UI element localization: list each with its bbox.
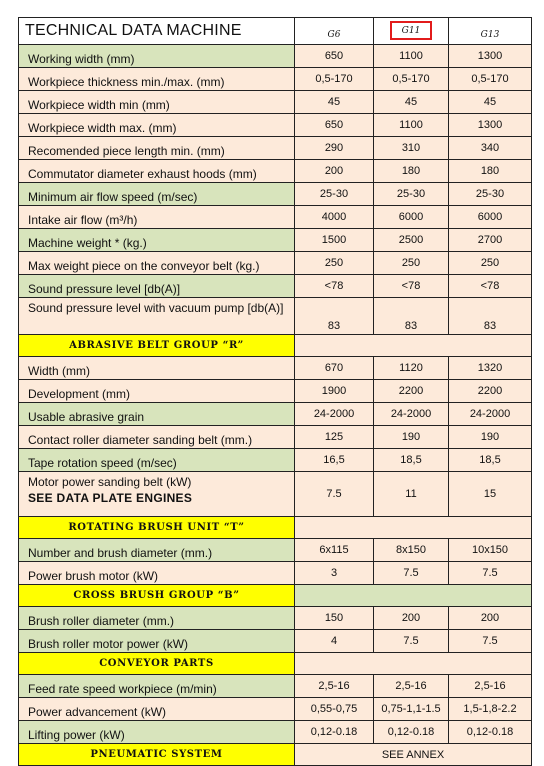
value-g6: 670 bbox=[295, 357, 374, 380]
value-g11: 11 bbox=[374, 472, 449, 517]
value-g11: 7.5 bbox=[374, 630, 449, 653]
table-row bbox=[19, 698, 532, 721]
row-label: Recomended piece length min. (mm) bbox=[19, 137, 295, 160]
row-label: Lifting power (kW) bbox=[19, 721, 295, 744]
section-row bbox=[19, 517, 532, 539]
row-label: Brush roller diameter (mm.) bbox=[19, 607, 295, 630]
section-fill bbox=[295, 335, 532, 357]
value-g11: 7.5 bbox=[374, 562, 449, 585]
value-g6: 4 bbox=[295, 630, 374, 653]
value-g11: 83 bbox=[374, 298, 449, 335]
value-g6: 2,5-16 bbox=[295, 675, 374, 698]
table-row bbox=[19, 357, 532, 380]
value-g6: 1500 bbox=[295, 229, 374, 252]
value-g6: 0,55-0,75 bbox=[295, 698, 374, 721]
value-g13: 1320 bbox=[449, 357, 532, 380]
table-row bbox=[19, 45, 532, 68]
row-label: Feed rate speed workpiece (m/min) bbox=[19, 675, 295, 698]
table-row bbox=[19, 160, 532, 183]
value-g6: <78 bbox=[295, 275, 374, 298]
value-g13: 10x150 bbox=[449, 539, 532, 562]
value-g11: 1100 bbox=[374, 45, 449, 68]
data-plate-note: SEE DATA PLATE ENGINES bbox=[28, 491, 193, 505]
value-g13: 1300 bbox=[449, 114, 532, 137]
section-title-abrasive: ABRASIVE BELT GROUP “R” bbox=[19, 335, 295, 357]
row-label: Sound pressure level [db(A)] bbox=[19, 275, 295, 298]
row-label: Sound pressure level with vacuum pump [db(A)] bbox=[19, 298, 295, 335]
table-row bbox=[19, 721, 532, 744]
value-g13: 2200 bbox=[449, 380, 532, 403]
value-g13: 2,5-16 bbox=[449, 675, 532, 698]
value-g13: 2700 bbox=[449, 229, 532, 252]
table-row bbox=[19, 298, 532, 335]
see-annex-value: SEE ANNEX bbox=[295, 744, 532, 766]
section-row bbox=[19, 653, 532, 675]
technical-data-sheet bbox=[18, 17, 531, 766]
value-g6: 45 bbox=[295, 91, 374, 114]
row-label: Machine weight * (kg.) bbox=[19, 229, 295, 252]
value-g6: 200 bbox=[295, 160, 374, 183]
value-g6: 650 bbox=[295, 114, 374, 137]
value-g11: 250 bbox=[374, 252, 449, 275]
value-g6: 3 bbox=[295, 562, 374, 585]
value-g11: 180 bbox=[374, 160, 449, 183]
section-row bbox=[19, 744, 532, 766]
value-g13: 15 bbox=[449, 472, 532, 517]
value-g13: 25-30 bbox=[449, 183, 532, 206]
row-label: Width (mm) bbox=[19, 357, 295, 380]
table-row bbox=[19, 539, 532, 562]
value-g11: <78 bbox=[374, 275, 449, 298]
value-g13: 24-2000 bbox=[449, 403, 532, 426]
value-g6: 16,5 bbox=[295, 449, 374, 472]
table-row bbox=[19, 68, 532, 91]
section-fill bbox=[295, 517, 532, 539]
value-g6: 0,5-170 bbox=[295, 68, 374, 91]
row-label: Power brush motor (kW) bbox=[19, 562, 295, 585]
model-g6: G6 bbox=[295, 18, 374, 45]
row-label: Tape rotation speed (m/sec) bbox=[19, 449, 295, 472]
value-g13: 0,12-0.18 bbox=[449, 721, 532, 744]
value-g11: 200 bbox=[374, 607, 449, 630]
value-g6: 25-30 bbox=[295, 183, 374, 206]
row-label: Brush roller motor power (kW) bbox=[19, 630, 295, 653]
value-g6: 250 bbox=[295, 252, 374, 275]
highlighted-model-box: G11 bbox=[390, 21, 433, 40]
value-g13: 250 bbox=[449, 252, 532, 275]
model-g11 bbox=[374, 18, 449, 45]
value-g13: 180 bbox=[449, 160, 532, 183]
section-fill bbox=[295, 653, 532, 675]
row-label: Commutator diameter exhaust hoods (mm) bbox=[19, 160, 295, 183]
value-g11: 18,5 bbox=[374, 449, 449, 472]
table-row bbox=[19, 472, 532, 517]
value-g13: 18,5 bbox=[449, 449, 532, 472]
section-title-pneumatic: PNEUMATIC SYSTEM bbox=[19, 744, 295, 766]
table-row bbox=[19, 183, 532, 206]
value-g6: 290 bbox=[295, 137, 374, 160]
value-g13: <78 bbox=[449, 275, 532, 298]
section-title-conveyor: CONVEYOR PARTS bbox=[19, 653, 295, 675]
section-fill bbox=[295, 585, 532, 607]
row-label: Workpiece thickness min./max. (mm) bbox=[19, 68, 295, 91]
value-g11: 25-30 bbox=[374, 183, 449, 206]
header-row bbox=[19, 18, 532, 45]
row-label: Usable abrasive grain bbox=[19, 403, 295, 426]
row-label: Intake air flow (m³/h) bbox=[19, 206, 295, 229]
row-label: Contact roller diameter sanding belt (mm.) bbox=[19, 426, 295, 449]
value-g6: 83 bbox=[295, 298, 374, 335]
row-label: Max weight piece on the conveyor belt (kg.) bbox=[19, 252, 295, 275]
value-g13: 6000 bbox=[449, 206, 532, 229]
table-row bbox=[19, 206, 532, 229]
value-g13: 1,5-1,8-2.2 bbox=[449, 698, 532, 721]
row-label: Development (mm) bbox=[19, 380, 295, 403]
value-g11: 2500 bbox=[374, 229, 449, 252]
section-row bbox=[19, 585, 532, 607]
table-row bbox=[19, 426, 532, 449]
table-title: TECHNICAL DATA MACHINE bbox=[19, 18, 295, 45]
value-g6: 125 bbox=[295, 426, 374, 449]
value-g11: 45 bbox=[374, 91, 449, 114]
value-g13: 190 bbox=[449, 426, 532, 449]
table-row bbox=[19, 380, 532, 403]
value-g13: 200 bbox=[449, 607, 532, 630]
value-g13: 7.5 bbox=[449, 630, 532, 653]
value-g11: 8x150 bbox=[374, 539, 449, 562]
value-g6: 650 bbox=[295, 45, 374, 68]
table-row bbox=[19, 275, 532, 298]
table-row bbox=[19, 449, 532, 472]
section-row bbox=[19, 335, 532, 357]
value-g13: 45 bbox=[449, 91, 532, 114]
value-g13: 7.5 bbox=[449, 562, 532, 585]
value-g13: 1300 bbox=[449, 45, 532, 68]
table-row bbox=[19, 630, 532, 653]
value-g11: 310 bbox=[374, 137, 449, 160]
row-label: Minimum air flow speed (m/sec) bbox=[19, 183, 295, 206]
table-row bbox=[19, 403, 532, 426]
model-g13: G13 bbox=[449, 18, 532, 45]
row-label: Workpiece width min (mm) bbox=[19, 91, 295, 114]
value-g11: 1120 bbox=[374, 357, 449, 380]
row-label-motor bbox=[19, 472, 295, 517]
value-g11: 2200 bbox=[374, 380, 449, 403]
section-title-rotating: ROTATING BRUSH UNIT “T” bbox=[19, 517, 295, 539]
table-row bbox=[19, 252, 532, 275]
value-g11: 190 bbox=[374, 426, 449, 449]
table-row bbox=[19, 137, 532, 160]
table-row bbox=[19, 562, 532, 585]
value-g11: 0,75-1,1-1.5 bbox=[374, 698, 449, 721]
value-g11: 2,5-16 bbox=[374, 675, 449, 698]
value-g11: 1100 bbox=[374, 114, 449, 137]
table-row bbox=[19, 607, 532, 630]
value-g6: 150 bbox=[295, 607, 374, 630]
row-label: Working width (mm) bbox=[19, 45, 295, 68]
value-g6: 1900 bbox=[295, 380, 374, 403]
technical-data-table bbox=[18, 17, 532, 766]
motor-power-label: Motor power sanding belt (kW) bbox=[28, 475, 192, 489]
table-row bbox=[19, 675, 532, 698]
value-g6: 0,12-0.18 bbox=[295, 721, 374, 744]
row-label: Power advancement (kW) bbox=[19, 698, 295, 721]
row-label: Workpiece width max. (mm) bbox=[19, 114, 295, 137]
value-g6: 4000 bbox=[295, 206, 374, 229]
row-label: Number and brush diameter (mm.) bbox=[19, 539, 295, 562]
value-g13: 340 bbox=[449, 137, 532, 160]
value-g6: 24-2000 bbox=[295, 403, 374, 426]
value-g13: 0,5-170 bbox=[449, 68, 532, 91]
value-g11: 0,5-170 bbox=[374, 68, 449, 91]
value-g11: 0,12-0.18 bbox=[374, 721, 449, 744]
value-g6: 7.5 bbox=[295, 472, 374, 517]
table-row bbox=[19, 229, 532, 252]
section-title-cross: CROSS BRUSH GROUP “B” bbox=[19, 585, 295, 607]
value-g11: 24-2000 bbox=[374, 403, 449, 426]
value-g6: 6x115 bbox=[295, 539, 374, 562]
value-g13: 83 bbox=[449, 298, 532, 335]
table-row bbox=[19, 114, 532, 137]
table-row bbox=[19, 91, 532, 114]
value-g11: 6000 bbox=[374, 206, 449, 229]
